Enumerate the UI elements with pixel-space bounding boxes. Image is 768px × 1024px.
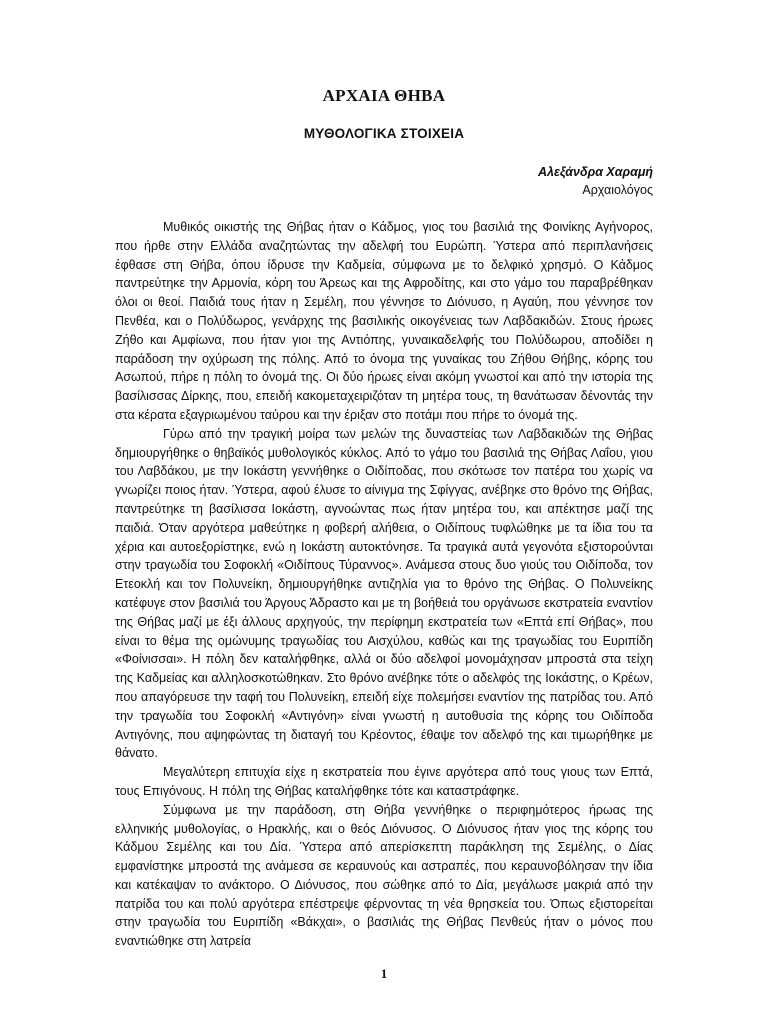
author-role: Αρχαιολόγος bbox=[582, 183, 653, 197]
paragraph: Γύρω από την τραγική μοίρα των μελών της δυναστείας των Λαβδακιδών της Θήβας δημιουργήθηκε ο θηβαϊκός μυθολογικός κύκλος. Από το γάμο του βασιλιά της Θήβας Λαΐου, γιου του Λαβδάκου, με την Ιοκάστη γεννήθηκε ο Οιδίποδας, που σκότωσε τον πατέρα του χωρίς να γνωρίζει ποιος ήταν. Ύστερα, αφού έλυσε το αίνιγμα της Σφίγγας, ανέβηκε στο θρόνο της Θήβας, παντρεύτηκε τη βασίλισσα Ιοκάστη, αγνοώντας πως ήταν μητέρα του, και απέκτησε μαζί της παιδιά. Όταν αργότερα μαθεύτηκε η φοβερή αλήθεια, ο Οιδίπους τυφλώθηκε με τα ίδια του τα χέρια και αυτοεξορίστηκε, ενώ η Ιοκάστη αυτοκτόνησε. Τα τραγικά αυτά γεγονότα εξιστορούνται στην τραγωδία του Σοφοκλή «Οιδίπους Τύραννος». Ανάμεσα στους δυο γιούς του Οιδίποδα, τον Ετεοκλή και τον Πολυνείκη, δημιουργήθηκε αντιζηλία για το θρόνο της Θήβας. Ο Πολυνείκης κατέφυγε στον βασιλιά του Άργους Άδραστο και με τη βοήθειά του οργάνωσε εκστρατεία εναντίον της Θήβας μαζί με έξι άλλους αρχηγούς, την περίφημη εκστρατεία των «Επτά επί Θήβας», που είναι το θέμα της ομώνυμης τραγωδίας του Αισχύλου, καθώς και της τραγωδίας του Ευριπίδη «Φοίνισσαι». Η πόλη δεν καταλήφθηκε, αλλά οι δύο αδελφοί μονομάχησαν μπροστά στα τείχη της Καδμείας και αλληλοσκοτώθηκαν. Στο θρόνο ανέβηκε τότε ο αδελφός της Ιοκάστης, ο Κρέων, που απαγόρευσε την ταφή του Πολυνείκη, επειδή είχε πολεμήσει εναντίον της πατρίδας του. Από την τραγωδία του Σοφοκλή «Αντιγόνη» είναι γνωστή η αυτοθυσία της κόρης του Οιδίποδα Αντιγόνης, που αψηφώντας τη διαταγή του Κρέοντος, έθαψε τον αδελφό της και τιμωρήθηκε με θάνατο. bbox=[115, 426, 653, 761]
paragraph: Σύμφωνα με την παράδοση, στη Θήβα γεννήθηκε ο περιφημότερος ήρωας της ελληνικής μυθολογίας, ο Ηρακλής, και ο θεός Διόνυσος. Ο Διόνυσος ήταν γιος της κόρης του Κάδμου Σεμέλης και του Δία. Ύστερα από απερίσκεπτη παράκληση της Σεμέλης, ο Δίας εμφανίστηκε μπροστά της ανάμεσα σε κεραυνούς και αστραπές, που κεραυνοβόλησαν την ίδια και κατέκαψαν το ανάκτορο. Ο Διόνυσος, που σώθηκε από το Δία, μεγάλωσε μακριά από την πατρίδα του και πολύ αργότερα επέστρεψε φέρνοντας τη νέα θρησκεία του. Όπως εξιστορείται στην τραγωδία του Ευριπίδη «Βάκχαι», ο βασιλιάς της Θήβας Πενθεύς ήταν ο μόνος που εναντιώθηκε στη λατρεία bbox=[115, 802, 653, 949]
author-block bbox=[115, 163, 653, 199]
document-page bbox=[115, 86, 653, 951]
author-name: Αλεξάνδρα Χαραμή bbox=[537, 165, 653, 179]
paragraph: Μυθικός οικιστής της Θήβας ήταν ο Κάδμος, γιος του βασιλιά της Φοινίκης Αγήνορος, που ήρθε στην Ελλάδα αναζητώντας την αδελφή του Ευρώπη. Ύστερα από περιπλανήσεις έφθασε στη Θήβα, όπου ίδρυσε την Καδμεία, σύμφωνα με το δελφικό χρησμό. Ο Κάδμος παντρεύτηκε την Αρμονία, κόρη του Άρεως και της Αφροδίτης, και στο γάμο του παραβρέθηκαν όλοι οι θεοί. Παιδιά τους ήταν η Σεμέλη, που γέννησε το Διόνυσο, η Αγαύη, που γέννησε τον Πενθέα, και ο Πολύδωρος, γενάρχης της βασιλικής οικογένειας των Λαβδακιδών. Στους ήρωες Ζήθο και Αμφίωνα, που ήταν γιοι της Αντιόπης, γυναικαδελφής του Πολύδωρου, αποδίδει η παράδοση την οχύρωση της πόλης. Από το όνομα της γυναίκας του Ζήθου Θήβης, κόρης του Ασωπού, πήρε η πόλη το όνομά της. Οι δύο ήρωες είναι ακόμη γνωστοί και από την ιστορία της βασίλισσας Δίρκης, που, επειδή κακομεταχειριζόταν τη μητέρα τους, τη θανάτωσαν δένοντάς την στα κέρατα εξαγριωμένου ταύρου και την έριξαν στο ποτάμι που πήρε το όνομά της. bbox=[115, 220, 653, 422]
document-title: ΑΡΧΑΙΑ ΘΗΒΑ bbox=[322, 86, 446, 105]
page-number: 1 bbox=[380, 966, 388, 981]
document-subtitle: ΜΥΘΟΛΟΓΙΚΑ ΣΤΟΙΧΕΙΑ bbox=[303, 126, 465, 141]
body-text bbox=[115, 218, 653, 951]
paragraph: Μεγαλύτερη επιτυχία είχε η εκστρατεία που έγινε αργότερα από τους γιους των Επτά, τους Επιγόνους. Η πόλη της Θήβας καταλήφθηκε τότε και καταστράφηκε. bbox=[115, 765, 653, 798]
